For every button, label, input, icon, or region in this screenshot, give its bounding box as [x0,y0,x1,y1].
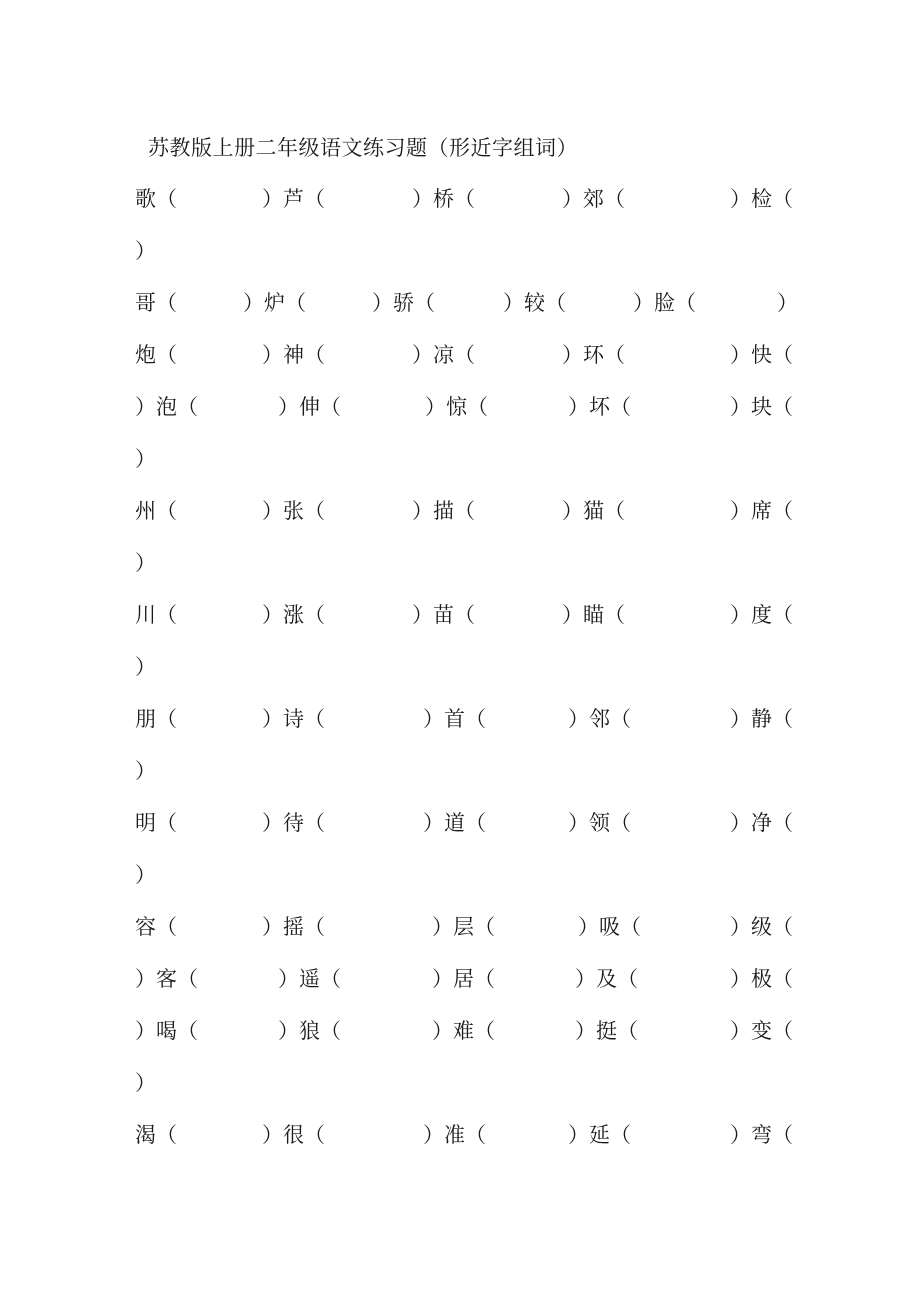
word-blank: ）极（ [730,967,793,991]
word-blank: ）检（ [730,187,793,211]
exercise-line [0,808,922,838]
word-blank: ）很（ [262,1123,325,1147]
exercise-line [0,756,922,786]
word-blank: ）吸（ [578,915,641,939]
word-blank: ） [135,759,156,783]
exercise-line [0,496,922,526]
exercise-line [0,1016,922,1046]
exercise-line [0,392,922,422]
word-blank: ）摇（ [262,915,325,939]
word-blank: ）苗（ [412,603,475,627]
exercise-line [0,1068,922,1098]
word-blank: ） [777,291,798,315]
word-blank: ）度（ [730,603,793,627]
word-blank: ）净（ [730,811,793,835]
word-blank: 哥（ [135,291,177,315]
word-blank: ）伸（ [278,395,341,419]
word-blank: ）准（ [423,1123,486,1147]
word-blank: ）较（ [503,291,566,315]
word-blank: ）难（ [432,1019,495,1043]
word-blank: ）邻（ [568,707,631,731]
word-blank: ） [135,863,156,887]
word-blank: ）炉（ [243,291,306,315]
word-blank: ）级（ [730,915,793,939]
exercise-line [0,548,922,578]
word-blank: ） [135,1071,156,1095]
word-blank: ）涨（ [262,603,325,627]
exercise-line [0,236,922,266]
exercise-line [0,912,922,942]
word-blank: 州（ [135,499,177,523]
word-blank: ）张（ [262,499,325,523]
exercise-line [0,184,922,214]
word-blank: ） [135,239,156,263]
word-blank: ）郊（ [562,187,625,211]
word-blank: 川（ [135,603,177,627]
worksheet-title: 苏教版上册二年级语文练习题（形近字组词） [148,136,578,160]
word-blank: ）变（ [730,1019,793,1043]
word-blank: ）坏（ [568,395,631,419]
word-blank: 渴（ [135,1123,177,1147]
exercise-line [0,964,922,994]
word-blank: ）领（ [568,811,631,835]
word-blank: ）瞄（ [562,603,625,627]
word-blank: ） [135,655,156,679]
word-blank: ）描（ [412,499,475,523]
word-blank: ）环（ [562,343,625,367]
exercise-line [0,652,922,682]
word-blank: ）快（ [730,343,793,367]
word-blank: ）待（ [262,811,325,835]
word-blank: ）道（ [423,811,486,835]
word-blank: ）神（ [262,343,325,367]
word-blank: ）猫（ [562,499,625,523]
exercise-line [0,1120,922,1150]
word-blank: ）挺（ [575,1019,638,1043]
word-blank: ）狼（ [278,1019,341,1043]
exercise-line [0,288,922,318]
word-blank: ）喝（ [135,1019,198,1043]
exercise-line [0,860,922,890]
word-blank: ）凉（ [412,343,475,367]
word-blank: ）席（ [730,499,793,523]
word-blank: ）骄（ [372,291,435,315]
word-blank: ）块（ [730,395,793,419]
word-blank: 朋（ [135,707,177,731]
word-blank: ）客（ [135,967,198,991]
word-blank: ）静（ [730,707,793,731]
word-blank: ）弯（ [730,1123,793,1147]
exercise-line [0,704,922,734]
word-blank: ）泡（ [135,395,198,419]
word-blank: ）诗（ [262,707,325,731]
word-blank: ）桥（ [412,187,475,211]
exercise-line [0,444,922,474]
word-blank: ） [135,551,156,575]
word-blank: ）延（ [568,1123,631,1147]
word-blank: ）首（ [423,707,486,731]
word-blank: ）层（ [432,915,495,939]
word-blank: 炮（ [135,343,177,367]
word-blank: ） [135,447,156,471]
word-blank: ）及（ [575,967,638,991]
word-blank: 容（ [135,915,177,939]
exercise-line [0,340,922,370]
word-blank: ）居（ [432,967,495,991]
word-blank: 歌（ [135,187,177,211]
word-blank: ）芦（ [262,187,325,211]
word-blank: 明（ [135,811,177,835]
word-blank: ）遥（ [278,967,341,991]
word-blank: ）脸（ [633,291,696,315]
exercise-line [0,600,922,630]
word-blank: ）惊（ [425,395,488,419]
